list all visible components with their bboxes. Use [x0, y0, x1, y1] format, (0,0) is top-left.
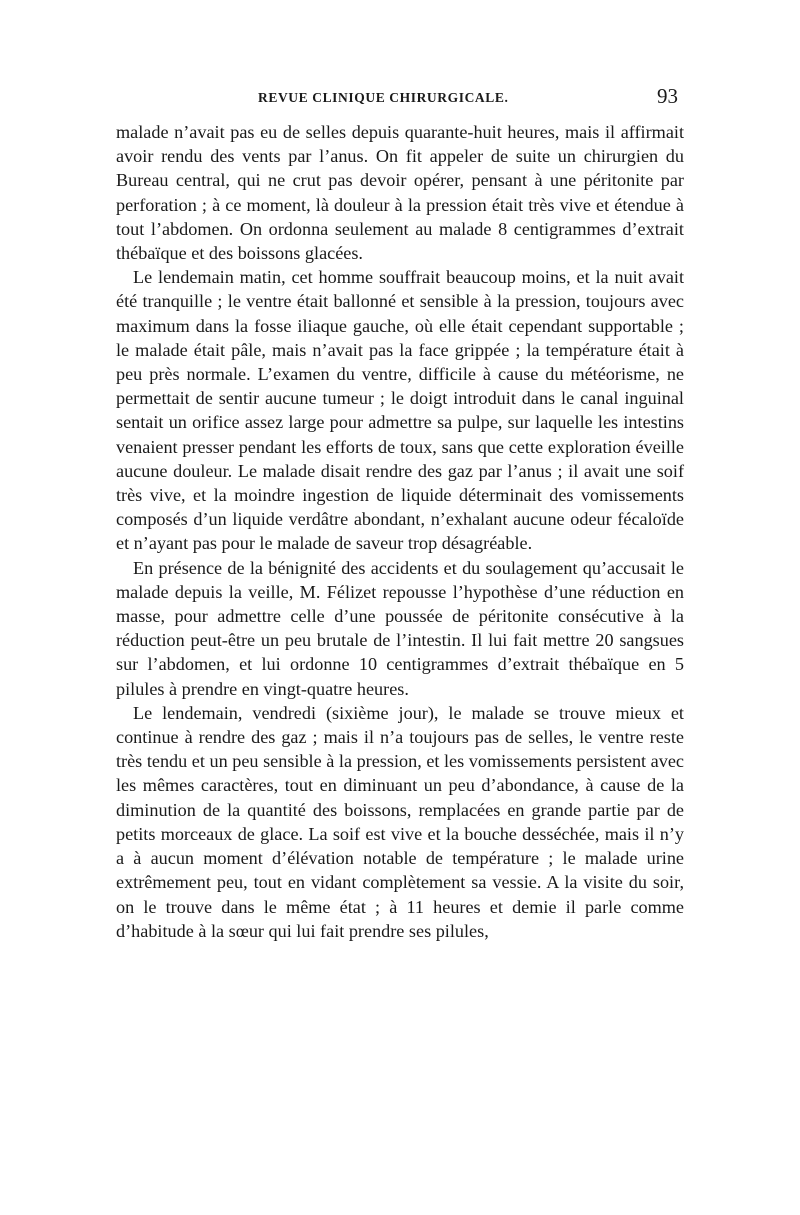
running-head: REVUE CLINIQUE CHIRURGICALE.	[258, 90, 509, 105]
paragraph: Le lendemain matin, cet homme souffrait beaucoup moins, et la nuit avait été tranquille ; le ventre était ballonné et sensible à la pression, toujours avec maximum dans la fosse iliaque gauche, où elle était cependant supportable ; le malade était pâle, mais n’avait pas la face grippée ; la température était à peu près normale. L’examen du ventre, difficile à cause du météorisme, ne permettait de sentir aucune tumeur ; le doigt introduit dans le canal inguinal sentait un orifice assez large pour admettre sa pulpe, sur laquelle les intestins venaient presser pendant les efforts de toux, sans que cette exploration éveille aucune douleur. Le malade disait rendre des gaz par l’anus ; il avait une soif très vive, et la moindre ingestion de liquide déterminait des vomissements composés d’un liquide verdâtre abondant, n’exhalant aucune odeur fécaloïde et n’ayant pas pour le malade de saveur trop désagréable.	[116, 267, 684, 554]
paragraph: En présence de la bénignité des accidents et du soulagement qu’accusait le malade depuis la veille, M. Félizet repousse l’hypothèse d’une réduction en masse, pour admettre celle d’une poussée de péritonite consécutive à la réduction peut-être un peu brutale de l’intestin. Il lui fait mettre 20 sangsues sur l’abdomen, et lui ordonne 10 centigrammes d’extrait thébaïque en 5 pilules à prendre en vingt-quatre heures.	[116, 557, 684, 699]
paragraph: Le lendemain, vendredi (sixième jour), le malade se trouve mieux et continue à rendre des gaz ; mais il n’a toujours pas de selles, le ventre reste très tendu et un peu sensible à la pression, et les vomissements persistent avec les mêmes caractères, tout en diminuant un peu d’abondance, à cause de la diminution de la quantité des boissons, remplacées en grande partie par de petits morceaux de glace. La soif est vive et la bouche desséchée, mais il n’y a à aucun moment d’élévation notable de température ; le malade urine extrêmement peu, tout en vidant complètement sa vessie. A la visite du soir, on le trouve dans le même état ; à 11 heures et demie il parle comme d’habitude à la sœur qui lui fait prendre ses pilules,	[116, 702, 684, 941]
book-page	[116, 84, 684, 943]
page-number: 93	[657, 84, 678, 108]
body-text	[116, 120, 684, 943]
paragraph: malade n’avait pas eu de selles depuis quarante-huit heures, mais il affirmait avoir rendu des vents par l’anus. On fit appeler de suite un chirurgien du Bureau central, qui ne crut pas devoir opérer, pensant à une péritonite par perforation ; à ce moment, là douleur à la pression était très vive et étendue à tout l’abdomen. On ordonna seulement au malade 8 centigrammes d’extrait thébaïque et des boissons glacées.	[116, 122, 684, 264]
page-header	[116, 84, 684, 118]
